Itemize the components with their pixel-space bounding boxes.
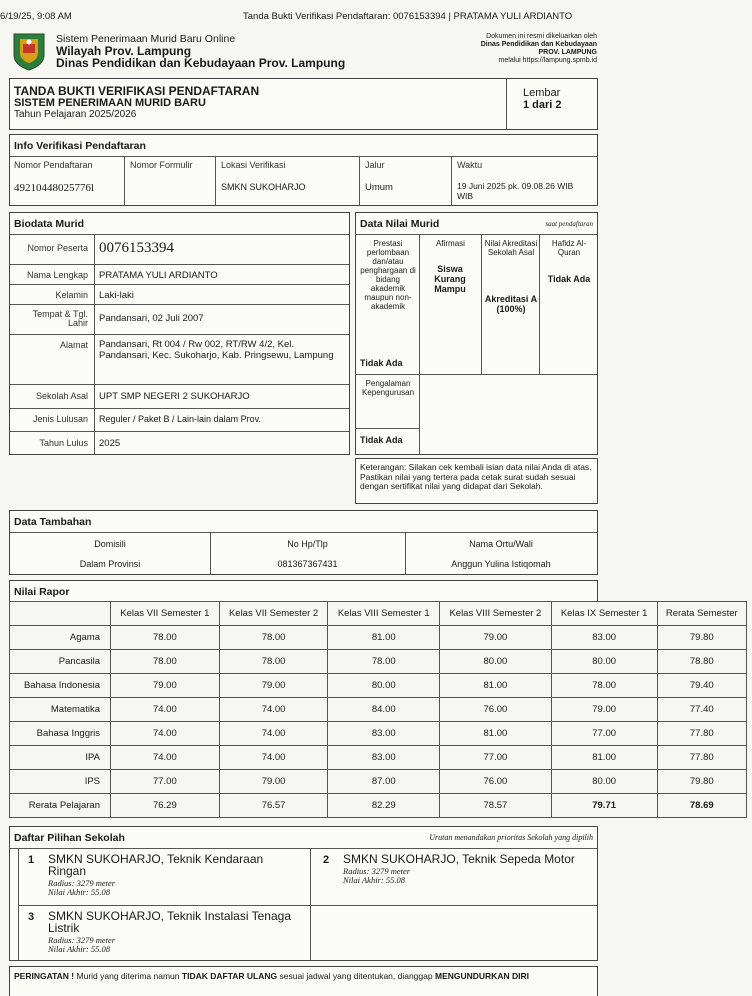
rapor-cell: 76.00 [440,698,552,722]
nilai-c2-label: Afirmasi [436,239,465,248]
doc-subtitle: SISTEM PENERIMAAN MURID BARU [14,97,206,109]
rapor-cell: 80.00 [551,650,657,674]
biodata-title: Biodata Murid [14,218,84,230]
rapor-cell: 79.40 [657,674,746,698]
info-title: Info Verifikasi Pendaftaran [14,140,146,152]
bio-value-ttl: Pandansari, 02 Juli 2007 [99,313,204,324]
nilai-c1-value: Tidak Ada [360,358,403,368]
rapor-cell: 78.57 [440,794,552,818]
bio-value-nomor: 0076153394 [99,240,174,256]
pilihan-2-nilai: Nilai Akhir: 55.08 [343,875,405,885]
tambahan-title: Data Tambahan [14,516,92,528]
rapor-h-col: Kelas VII Semester 2 [219,602,328,626]
bio-label-ttl: Tempat & Tgl. Lahir [32,309,88,328]
rapor-cell: 81.00 [440,674,552,698]
bio-label-kelamin: Kelamin [55,290,88,300]
tambahan-section [9,510,598,575]
rapor-cell: 76.00 [440,770,552,794]
pilihan-3-radius: Radius: 3279 meter [48,935,116,945]
bio-label-alamat: Alamat [59,340,88,350]
rapor-subject: Pancasila [10,650,111,674]
bio-label-nomor: Nomor Peserta [27,243,88,253]
nilai-c4-value: Tidak Ada [547,274,591,284]
rapor-subject: Bahasa Indonesia [10,674,111,698]
nilai-c5-value: Tidak Ada [360,435,403,445]
rapor-cell: 83.00 [328,746,440,770]
pilihan-3-name: SMKN SUKOHARJO, Teknik Instalasi Tenaga Listrik [48,909,291,935]
rapor-h-col: Kelas IX Semester 1 [551,602,657,626]
rapor-subject: Rerata Pelajaran [10,794,111,818]
info-h-lokasi: Lokasi Verifikasi [221,160,286,170]
table-row [10,626,747,650]
pilihan-3-num: 3 [28,911,35,923]
table-row [10,674,747,698]
tambahan-v-hp: 081367367431 [277,559,338,569]
pilihan-title: Daftar Pilihan Sekolah [14,832,125,844]
table-row [10,722,747,746]
nilai-title: Data Nilai Murid [360,218,440,230]
pilihan-3-nilai: Nilai Akhir: 55.08 [48,944,110,954]
info-h-jalur: Jalur [365,160,385,170]
header-issuer-url: melalui https://lampung.spmb.id [498,57,597,64]
rapor-cell: 78.00 [219,650,328,674]
pilihan-2-name: SMKN SUKOHARJO, Teknik Sepeda Motor [343,852,575,866]
info-v-lokasi: SMKN SUKOHARJO [221,182,306,192]
peringatan-part2: sesuai jadwal yang ditentukan, dianggap [279,971,433,981]
rapor-cell: 79.00 [111,674,220,698]
rapor-cell: 78.00 [551,674,657,698]
pilihan-1-nilai: Nilai Akhir: 55.08 [48,887,110,897]
bio-value-nama: PRATAMA YULI ARDIANTO [99,270,218,281]
bio-label-sekolah: Sekolah Asal [35,391,88,401]
bio-value-kelamin: Laki-laki [99,290,134,301]
header-issued-by: Dokumen ini resmi dikeluarkan oleh [486,33,597,40]
rapor-subject: Bahasa Inggris [10,722,111,746]
lampung-crest-icon [12,31,46,71]
rapor-cell: 83.00 [551,626,657,650]
rapor-cell: 78.00 [328,650,440,674]
rapor-cell: 77.80 [657,746,746,770]
tambahan-h-ortu: Nama Ortu/Wali [469,539,533,549]
pilihan-1-radius: Radius: 3279 meter [48,878,116,888]
table-row [10,794,747,818]
nilai-note: saat pendaftaran [545,220,593,228]
bio-value-sekolah: UPT SMP NEGERI 2 SUKOHARJO [99,391,250,402]
lembar-value: 1 dari 2 [523,99,562,111]
nilai-c1-label: Prestasi perlombaan dan/atau penghargaan di bidang akademik maupun non-akademik [360,239,416,311]
rapor-subject: Agama [10,626,111,650]
table-row [10,650,747,674]
nilai-murid-section [355,212,598,455]
header-issuer: Dinas Pendidikan dan Kebudayaan [480,41,597,48]
rapor-cell: 81.00 [440,722,552,746]
rapor-cell: 74.00 [219,698,328,722]
lembar-label: Lembar [523,87,561,99]
peringatan-box [9,966,598,996]
tambahan-h-hp: No Hp/Tlp [287,539,328,549]
rapor-h-col: Rerata Semester [657,602,746,626]
bio-value-lulusan: Reguler / Paket B / Lain-lain dalam Prov. [99,414,261,424]
pilihan-2-num: 2 [323,854,330,866]
peringatan-part1: Murid yang diterima namun [76,971,180,981]
rapor-cell: 74.00 [111,698,220,722]
rapor-cell: 79.00 [440,626,552,650]
header-issuer-prov: PROV. LAMPUNG [538,49,597,56]
rapor-cell: 74.00 [111,722,220,746]
rapor-cell: 74.00 [219,746,328,770]
pilihan-1-num: 1 [28,854,35,866]
rapor-title-bar [9,580,598,601]
rapor-cell: 74.00 [111,746,220,770]
tambahan-v-domisili: Dalam Provinsi [79,559,141,569]
rapor-cell: 77.40 [657,698,746,722]
header-agency: Dinas Pendidikan dan Kebudayaan Prov. Lampung [56,56,346,70]
rapor-cell: 78.00 [111,650,220,674]
doc-year: Tahun Pelajaran 2025/2026 [14,109,137,120]
rapor-cell: 78.69 [657,794,746,818]
keterangan-box [355,458,598,504]
biodata-section [9,212,350,455]
info-h-waktu: Waktu [457,160,483,170]
rapor-title: Nilai Rapor [14,586,70,598]
doc-title: TANDA BUKTI VERIFIKASI PENDAFTARAN [14,84,260,98]
pilihan-2-radius: Radius: 3279 meter [343,866,411,876]
pilihan-1-name: SMKN SUKOHARJO, Teknik Kendaraan Ringan [48,852,264,878]
rapor-cell: 79.71 [551,794,657,818]
rapor-h-col: Kelas VIII Semester 2 [440,602,552,626]
header-system-name: Sistem Penerimaan Murid Baru Online [56,33,236,45]
bio-value-alamat: Pandansari, Rt 004 / Rw 002, RT/RW 4/2, Kel. Pandansari, Kec. Sukoharjo, Kab. Pringsewu, Lampung [99,339,334,361]
rapor-cell: 81.00 [328,626,440,650]
bio-label-nama: Nama Lengkap [26,270,88,280]
rapor-cell: 77.80 [657,722,746,746]
info-h-nomor: Nomor Pendaftaran [14,160,93,170]
rapor-cell: 80.00 [328,674,440,698]
bio-value-tahun: 2025 [99,438,121,449]
bio-label-lulusan: Jenis Lulusan [32,414,88,424]
rapor-header-row [10,602,747,626]
table-row [10,698,747,722]
print-doc-title: Tanda Bukti Verifikasi Pendaftaran: 0076153394 | PRATAMA YULI ARDIANTO [243,11,573,22]
peringatan-bold2: MENGUNDURKAN DIRI [434,971,529,981]
rapor-cell: 79.80 [657,770,746,794]
nilai-c3-label: Nilai Akreditasi Sekolah Asal [484,239,538,257]
print-datetime: 6/19/25, 9:08 AM [0,11,72,22]
rapor-cell: 87.00 [328,770,440,794]
nilai-c5-label: Pengalaman Kepengurusan [361,379,415,397]
rapor-h-subject [10,602,111,626]
info-v-waktu: 19 Juni 2025 pk. 09.08.26 WIB WIB [457,181,574,201]
rapor-cell: 74.00 [219,722,328,746]
nilai-c3-value: Akreditasi A (100%) [484,294,538,314]
info-verifikasi-section [9,134,598,206]
info-v-jalur: Umum [365,182,393,193]
info-v-nomor: 49210448025776l [14,182,95,194]
rapor-cell: 77.00 [111,770,220,794]
rapor-cell: 77.00 [551,722,657,746]
rapor-cell: 84.00 [328,698,440,722]
rapor-subject: Matematika [10,698,111,722]
rapor-cell: 79.80 [657,626,746,650]
info-h-formulir: Nomor Formulir [130,160,193,170]
pilihan-section [9,826,598,961]
tambahan-v-ortu: Anggun Yulina Istiqomah [451,559,551,569]
title-block [9,78,598,130]
peringatan-text [14,972,574,982]
rapor-cell: 80.00 [551,770,657,794]
rapor-cell: 78.80 [657,650,746,674]
rapor-h-col: Kelas VIII Semester 1 [328,602,440,626]
rapor-h-col: Kelas VII Semester 1 [111,602,220,626]
nilai-c2-value: Siswa Kurang Mampu [434,264,466,294]
tambahan-h-domisili: Domisili [94,539,126,549]
rapor-cell: 79.00 [219,770,328,794]
rapor-cell: 77.00 [440,746,552,770]
table-row [10,770,747,794]
table-row [10,746,747,770]
rapor-cell: 76.57 [219,794,328,818]
peringatan-bold1: TIDAK DAFTAR ULANG [181,971,278,981]
rapor-cell: 79.00 [551,698,657,722]
rapor-cell: 79.00 [219,674,328,698]
rapor-cell: 82.29 [328,794,440,818]
peringatan-label: PERINGATAN ! [14,971,75,981]
rapor-subject: IPA [10,746,111,770]
rapor-cell: 78.00 [219,626,328,650]
header-region: Wilayah Prov. Lampung [56,44,192,58]
nilai-c4-label: Hafidz Al-Quran [551,239,587,257]
rapor-cell: 78.00 [111,626,220,650]
rapor-cell: 83.00 [328,722,440,746]
rapor-cell: 80.00 [440,650,552,674]
bio-label-tahun: Tahun Lulus [39,438,88,448]
keterangan-text: Keterangan: Silakan cek kembali isian data nilai Anda di atas. Pastikan nilai yang tertera pada cetak surat sudah sesuai dengan sertifikat nilai yang didapat dari Sekolah. [360,462,592,491]
rapor-cell: 81.00 [551,746,657,770]
rapor-cell: 76.29 [111,794,220,818]
pilihan-note: Urutan menandakan prioritas Sekolah yang dipilih [429,833,593,842]
rapor-subject: IPS [10,770,111,794]
rapor-table [9,601,747,818]
